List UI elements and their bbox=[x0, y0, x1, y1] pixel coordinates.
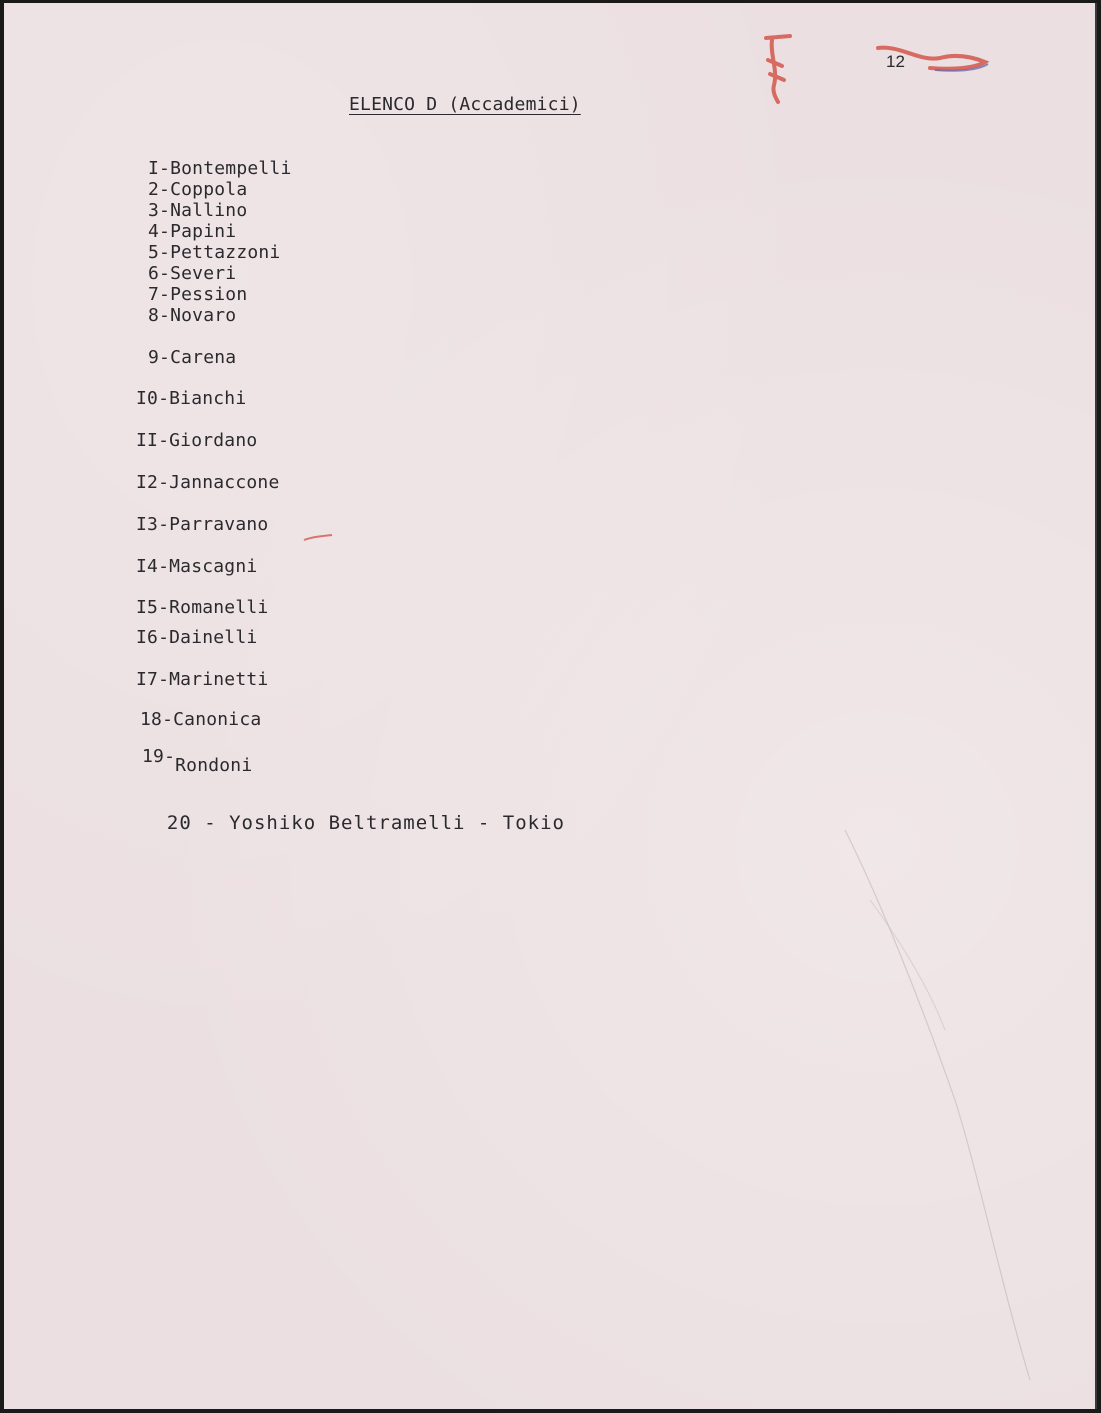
list-item: 4-Papini bbox=[148, 221, 237, 242]
entry-number: 18 bbox=[140, 709, 163, 730]
list-item: I-Bontempelli bbox=[148, 158, 292, 179]
entry-name: Nallino bbox=[170, 200, 248, 221]
entry-name: Dainelli bbox=[169, 627, 258, 648]
list-item: I0-Bianchi bbox=[136, 388, 247, 409]
list-item: 7-Pession bbox=[148, 284, 248, 305]
entry-number: I0 bbox=[136, 388, 159, 409]
entry-number: 3 bbox=[148, 200, 160, 221]
entry-name: Canonica bbox=[173, 709, 262, 730]
entry-name: Parravano bbox=[169, 514, 269, 535]
list-item: I7-Marinetti bbox=[136, 669, 269, 690]
list-item-last: 20 - Yoshiko Beltramelli - Tokio bbox=[166, 812, 565, 834]
entry-name: Bianchi bbox=[169, 388, 247, 409]
entry-name: Rondoni bbox=[175, 755, 253, 776]
list-item: I6-Dainelli bbox=[136, 627, 258, 648]
corner-page-number: 12 bbox=[886, 52, 905, 71]
list-item: 2-Coppola bbox=[148, 179, 248, 200]
entry-number: I bbox=[148, 158, 160, 179]
entry-name: Marinetti bbox=[169, 669, 269, 690]
document-title: ELENCO D (Accademici) bbox=[349, 94, 581, 115]
entry-name: Giordano bbox=[169, 430, 258, 451]
entry-number: 19 bbox=[142, 746, 165, 767]
entry-name: Papini bbox=[170, 221, 237, 242]
list-item: 6-Severi bbox=[148, 263, 237, 284]
entry-number: 7 bbox=[148, 284, 160, 305]
entry-number: I3 bbox=[136, 514, 159, 535]
list-item: 8-Novaro bbox=[148, 305, 237, 326]
list-item: I5-Romanelli bbox=[136, 597, 269, 618]
entry-name: Coppola bbox=[170, 179, 248, 200]
list-item: II-Giordano bbox=[136, 430, 258, 451]
entry-name: Yoshiko Beltramelli bbox=[229, 812, 466, 834]
list-item: I3-Parravano bbox=[136, 514, 269, 535]
entry-name: Carena bbox=[170, 347, 237, 368]
entry-number: I5 bbox=[136, 597, 159, 618]
list-item: 9-Carena bbox=[148, 347, 237, 368]
list-item: 19-Rondoni bbox=[142, 746, 253, 776]
entry-name: Pettazzoni bbox=[170, 242, 281, 263]
entry-name: Mascagni bbox=[169, 556, 258, 577]
entry-number: II bbox=[136, 430, 159, 451]
list-item: 18-Canonica bbox=[140, 709, 262, 730]
entry-name: Novaro bbox=[170, 305, 237, 326]
entry-name: Jannaccone bbox=[169, 472, 280, 493]
entry-number: 8 bbox=[148, 305, 160, 326]
entry-number: 9 bbox=[148, 347, 160, 368]
entry-name: Bontempelli bbox=[170, 158, 292, 179]
list-item: 5-Pettazzoni bbox=[148, 242, 281, 263]
entry-number: 20 bbox=[166, 812, 192, 834]
entry-number: 6 bbox=[148, 263, 160, 284]
list-item: I2-Jannaccone bbox=[136, 472, 280, 493]
entry-number: I6 bbox=[136, 627, 159, 648]
list-item: 3-Nallino bbox=[148, 200, 248, 221]
entry-number: 5 bbox=[148, 242, 160, 263]
list-item: I4-Mascagni bbox=[136, 556, 258, 577]
entry-name: Romanelli bbox=[169, 597, 269, 618]
entry-name: Pession bbox=[170, 284, 248, 305]
entry-place: Tokio bbox=[502, 812, 565, 834]
entry-number: I7 bbox=[136, 669, 159, 690]
entry-name: Severi bbox=[170, 263, 237, 284]
entry-number: 2 bbox=[148, 179, 160, 200]
entry-number: I4 bbox=[136, 556, 159, 577]
entry-number: 4 bbox=[148, 221, 160, 242]
entry-number: I2 bbox=[136, 472, 159, 493]
